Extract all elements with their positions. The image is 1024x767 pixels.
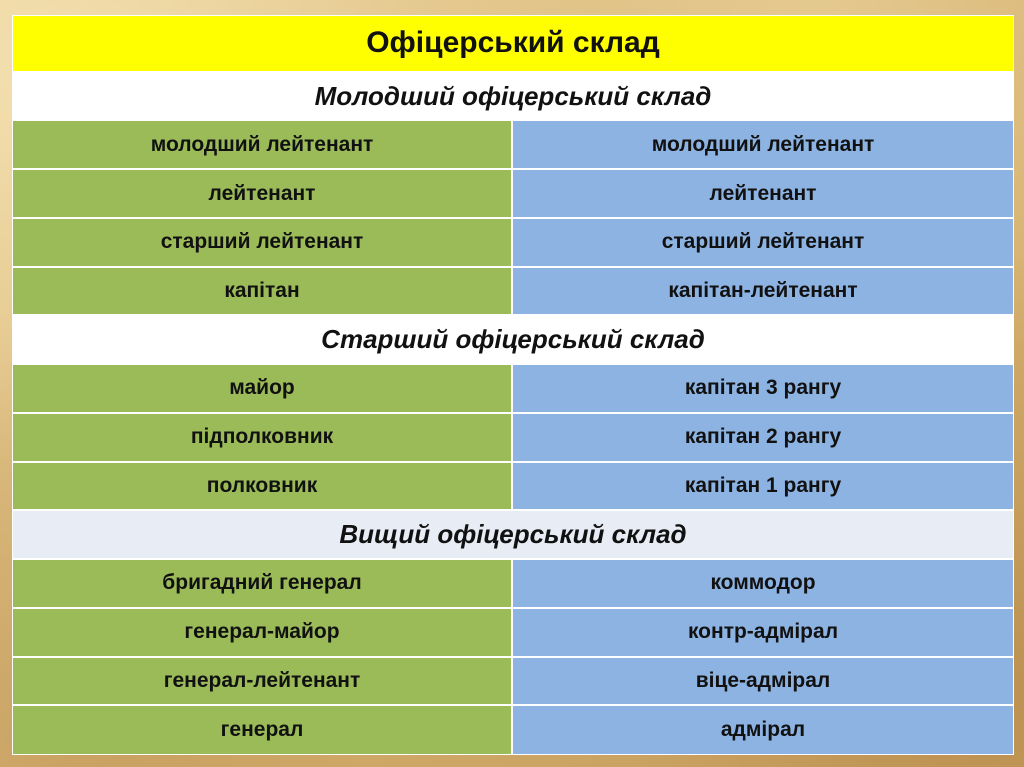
table-row: [13, 219, 1013, 268]
table-row: [13, 268, 1013, 317]
table-row: [13, 463, 1013, 512]
navy-rank-cell: контр-адмірал: [513, 609, 1013, 656]
navy-rank-cell: молодший лейтенант: [513, 121, 1013, 168]
army-rank-cell: генерал-майор: [13, 609, 513, 656]
navy-rank-cell: коммодор: [513, 560, 1013, 607]
navy-rank-cell: капітан-лейтенант: [513, 268, 1013, 315]
army-rank-cell: генерал-лейтенант: [13, 658, 513, 705]
officer-ranks-table: [12, 15, 1014, 755]
table-row: [13, 170, 1013, 219]
section-heading-row-highest: [13, 511, 1013, 560]
army-rank-cell: майор: [13, 365, 513, 412]
navy-rank-cell: старший лейтенант: [513, 219, 1013, 266]
section-heading-row-junior: [13, 73, 1013, 122]
army-rank-cell: старший лейтенант: [13, 219, 513, 266]
section-heading: Вищий офіцерський склад: [339, 519, 687, 550]
navy-rank-cell: капітан 2 рангу: [513, 414, 1013, 461]
army-rank-cell: капітан: [13, 268, 513, 315]
table-row: [13, 609, 1013, 658]
navy-rank-cell: адмірал: [513, 706, 1013, 754]
section-heading: Старший офіцерський склад: [321, 324, 705, 355]
army-rank-cell: лейтенант: [13, 170, 513, 217]
navy-rank-cell: віце-адмірал: [513, 658, 1013, 705]
navy-rank-cell: лейтенант: [513, 170, 1013, 217]
table-title: Офіцерський склад: [366, 26, 660, 60]
table-row: [13, 658, 1013, 707]
army-rank-cell: бригадний генерал: [13, 560, 513, 607]
table-row: [13, 414, 1013, 463]
table-row: [13, 560, 1013, 609]
table-row: [13, 121, 1013, 170]
table-row: [13, 706, 1013, 754]
navy-rank-cell: капітан 1 рангу: [513, 463, 1013, 510]
table-title-row: [13, 16, 1013, 73]
army-rank-cell: генерал: [13, 706, 513, 754]
section-heading: Молодший офіцерський склад: [314, 80, 712, 111]
section-heading-row-senior: [13, 316, 1013, 365]
navy-rank-cell: капітан 3 рангу: [513, 365, 1013, 412]
army-rank-cell: полковник: [13, 463, 513, 510]
army-rank-cell: молодший лейтенант: [13, 121, 513, 168]
army-rank-cell: підполковник: [13, 414, 513, 461]
table-row: [13, 365, 1013, 414]
